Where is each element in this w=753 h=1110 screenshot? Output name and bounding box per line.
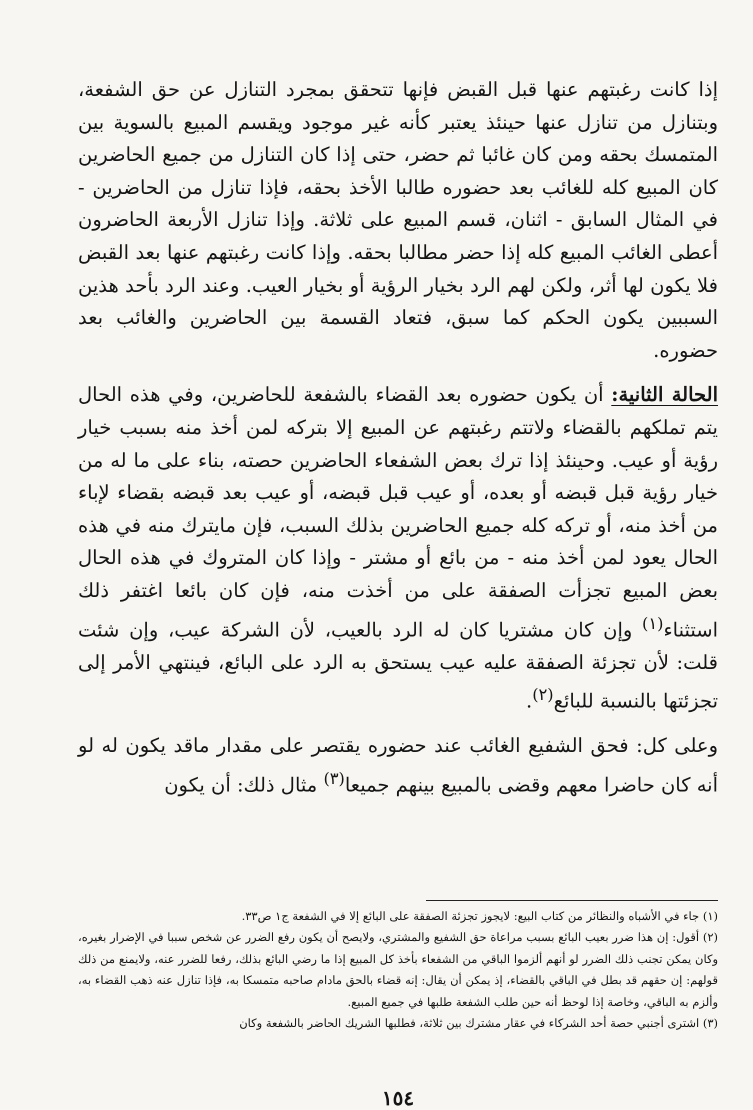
- final-text-b: مثال ذلك: أن يكون: [164, 773, 324, 797]
- footnote-ref-1: (١): [642, 613, 664, 633]
- page-number: ١٥٤: [381, 1086, 415, 1110]
- paragraph-1: إذا كانت رغبتهم عنها قبل القبض فإنها تتحقق بمجرد التنازل عن حق الشفعة، وبتنازل من تنازل عنها حينئذ يعتبر كأنه غير موجود ويقسم المبيع بالسوية بين المتمسك بحقه ومن كان غائبا ثم حضر، حتى إذا كان التنازل من جميع الحاضرين كان المبيع كله للغائب بعد حضوره طالبا الأخذ بحقه، فإذا تنازل من الحاضرين - في المثال السابق - اثنان، قسم المبيع على ثلاثة. وإذا تنازل الأربعة الحاضرون أعطى الغائب المبيع كله إذا حضر مطالبا بحقه. وإذا كانت رغبتهم عنها بعد القبض فلا يكون لها أثر، ولكن لهم الرد بخيار الرؤية أو بخيار العيب. وعند الرد بأحد هذين السببين يكون الحكم كما سبق، فتعاد القسمة بين الحاضرين والغائب بعد حضوره.: [78, 78, 718, 362]
- footnote-3: (٣) اشترى أجنبي حصة أحد الشركاء في عقار مشترك بين ثلاثة، فطلبها الشريك الحاضر بالشفعة وكان: [239, 1016, 718, 1031]
- footnote-separator: [426, 900, 718, 901]
- footnote-1: (١) جاء في الأشباه والنظائر من كتاب البيع: لايجوز تجزئة الصفقة على البائع إلا في الشفعة ج١ ص٣٣.: [241, 909, 718, 923]
- case-2-text-end: .: [526, 689, 533, 713]
- case-2-text-a: أن يكون حضوره بعد القضاء بالشفعة للحاضرين، وفي هذه الحال يتم تملكهم بالقضاء ولاتتم رغبتهم عن المبيع إلا بتركه لمن أخذ منه بسبب خيار رؤية أو عيب. وحينئذ إذا ترك بعض الشفعاء الحاضرين حصته، بناء على ما له من خيار رؤية قبل قبضه أو بعده، أو عيب قبل قبضه، أو عيب بعد قبضه بقضاء لإباء من أخذ منه، أو تركه كله جميع الحاضرين بذلك السبب، فإن مايترك منه في هذه الحال يعود لمن أخذ منه - من بائع أو مشتر - وإذا كان المتروك في هذه الحال بعض المبيع تجزأت الصفقة على من أخذت منه، فإن كان بائعا اغتفر ذلك استثناء: [78, 383, 718, 641]
- paragraph-case-2: [78, 379, 718, 718]
- footnote-ref-3: (٣): [323, 768, 345, 788]
- footnote-2: (٢) أقول: إن هذا ضرر بعيب البائع بسبب مراعاة حق الشفيع والمشتري، ولايصح أن يكون رفع الضرر عن شخص سببا في الإضرار بغيره، وكان يمكن تجنب ذلك الضرر لو أنهم ألزموا الباقي من الشفعاء بأخذ كل المبيع إذا ما رضي البائع بذلك، رفعا للضرر عنه، ولايمنع من ذلك قولهم: إن حقهم قد بطل في الباقي بالقضاء، إذ يمكن أن يقال: إنه قضاء بالحق مادام صاحبه متمسكا به، فإذا تنازل عنه ذهب القضاء به، وألزم به الباقي، وخاصة إذا لوحظ أنه حين طلب الشفعة طلبها في جميع المبيع.: [78, 930, 718, 1009]
- case-2-heading: الحالة الثانية:: [611, 383, 718, 407]
- paragraph-final: [78, 730, 718, 802]
- document-page: [78, 74, 718, 1110]
- footnote-ref-2: (٢): [532, 685, 554, 705]
- case-2-text-b: وإن كان مشتريا كان له الرد بالعيب، لأن الشركة عيب، وإن شئت قلت: لأن تجزئة الصفقة عليه عيب يستحق به الرد على البائع، فينتهي الأمر إلى تجزئتها بالنسبة للبائع: [78, 618, 718, 713]
- footnotes: [78, 906, 718, 1034]
- final-text-a: وعلى كل: فحق الشفيع الغائب عند حضوره يقتصر على مقدار ماقد يكون له لو أنه كان حاضرا معهم وقضى بالمبيع بينهم جميعا: [78, 734, 718, 797]
- main-text: [78, 74, 718, 802]
